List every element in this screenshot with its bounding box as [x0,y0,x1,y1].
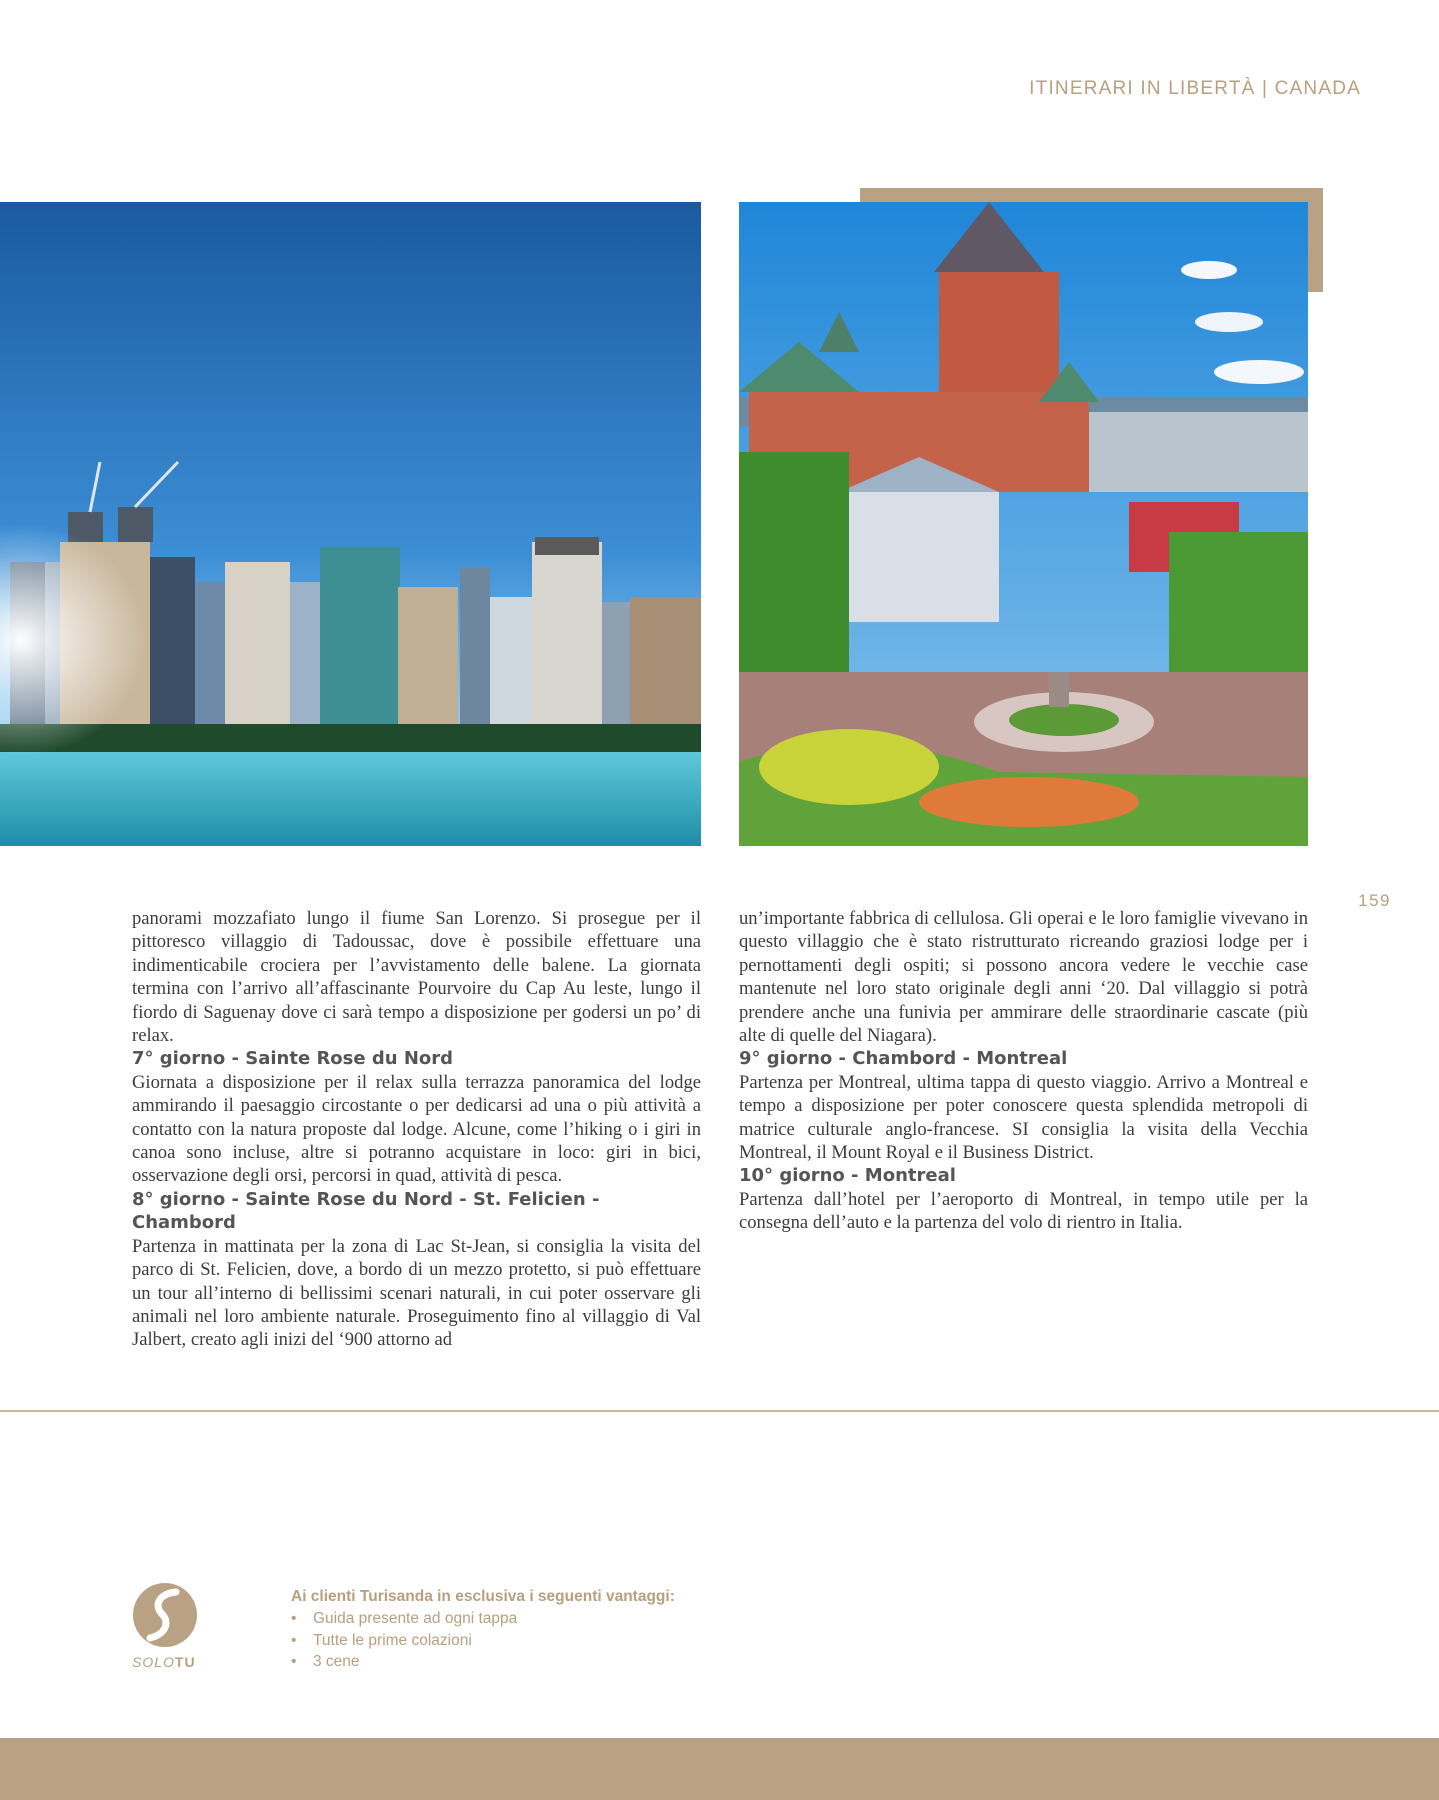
day-8-text: Partenza in mattinata per la zona di Lac St-Jean, si consiglia la visita del parco di St. Felicien, dove, a bordo di un mezzo protetto, si può effettuare un tour all’interno di bellissimi scenari naturali, in cui poter osservare gli animali nel loro ambiente naturale. Proseguimento fino al villaggio di Val Jalbert, creato agli inizi del ‘900 attorno ad [132,1235,701,1351]
page-number: 159 [1358,891,1391,910]
footer-bar [0,1738,1439,1800]
day-7-heading: 7° giorno - Sainte Rose du Nord [132,1048,454,1070]
solotu-logo-icon [132,1582,198,1648]
day-9-text: Partenza per Montreal, ultima tappa di questo viaggio. Arrivo a Montreal e tempo a disposizione per poter conoscere questa splendida metropoli di matrice culturale anglo-francese. SI consiglia la visita della Vecchia Montreal, il Mount Royal e il Business District. [739,1071,1308,1164]
benefit-item: • 3 cene [291,1651,675,1673]
benefit-item: • Tutte le prime colazioni [291,1630,675,1652]
article-column-right [739,907,1308,1235]
benefits-list [291,1608,675,1673]
section-divider [0,1410,1439,1412]
day-9-heading: 9° giorno - Chambord - Montreal [739,1048,1068,1070]
paragraph-intro: panorami mozzafiato lungo il fiume San Lorenzo. Si prosegue per il pittoresco villaggio di Tadoussac, dove è possibile effettuare una indimenticabile crociera per l’avvistamento delle balene. La giornata termina con l’arrivo all’affascinante Pourvoire du Cap Au leste, lungo il fiordo di Saguenay dove ci sarà tempo a disposizione per godersi un po’ di relax. [132,908,701,1047]
day-10-heading: 10° giorno - Montreal [739,1165,956,1187]
logo-wordmark: SOLOTU [132,1654,196,1670]
day-7-text: Giornata a disposizione per il relax sulla terrazza panoramica del lodge ammirando il paesaggio circostante o per dedicarsi ad una o più attività a contatto con la natura proposte dal lodge. Alcune, come l’hiking o i giri in canoa sono incluse, altre si potranno acquistare in loco: giri in bici, osservazione degli orsi, percorsi in quad, attività di pesca. [132,1071,701,1187]
quebec-chateau-photo [739,202,1308,846]
benefits-title: Ai clienti Turisanda in esclusiva i seguenti vantaggi: [291,1588,675,1605]
solotu-logo [132,1582,202,1670]
article-column-left [132,907,701,1352]
day-8-heading: 8° giorno - Sainte Rose du Nord - St. Felicien - Chambord [132,1188,600,1234]
benefit-item: • Guida presente ad ogni tappa [291,1608,675,1630]
paragraph-continued: un’importante fabbrica di cellulosa. Gli operai e le loro famiglie vivevano in questo villaggio che è stato ristrutturato ricreando graziosi lodge per i pernottamenti degli ospiti; si possono ancora vedere le vecchie case mantenute nel loro stato originale degli anni ‘20. Dal villaggio si potrà prendere anche una funivia per ammirare delle straordinarie cascate (più alte di quelle del Niagara). [739,908,1308,1047]
toronto-skyline-photo [0,202,701,846]
day-10-text: Partenza dall’hotel per l’aeroporto di Montreal, in tempo utile per la consegna dell’auto e la partenza del volo di rientro in Italia. [739,1188,1308,1234]
benefits-box [291,1588,675,1673]
section-header: ITINERARI IN LIBERTÀ | CANADA [1029,78,1361,99]
